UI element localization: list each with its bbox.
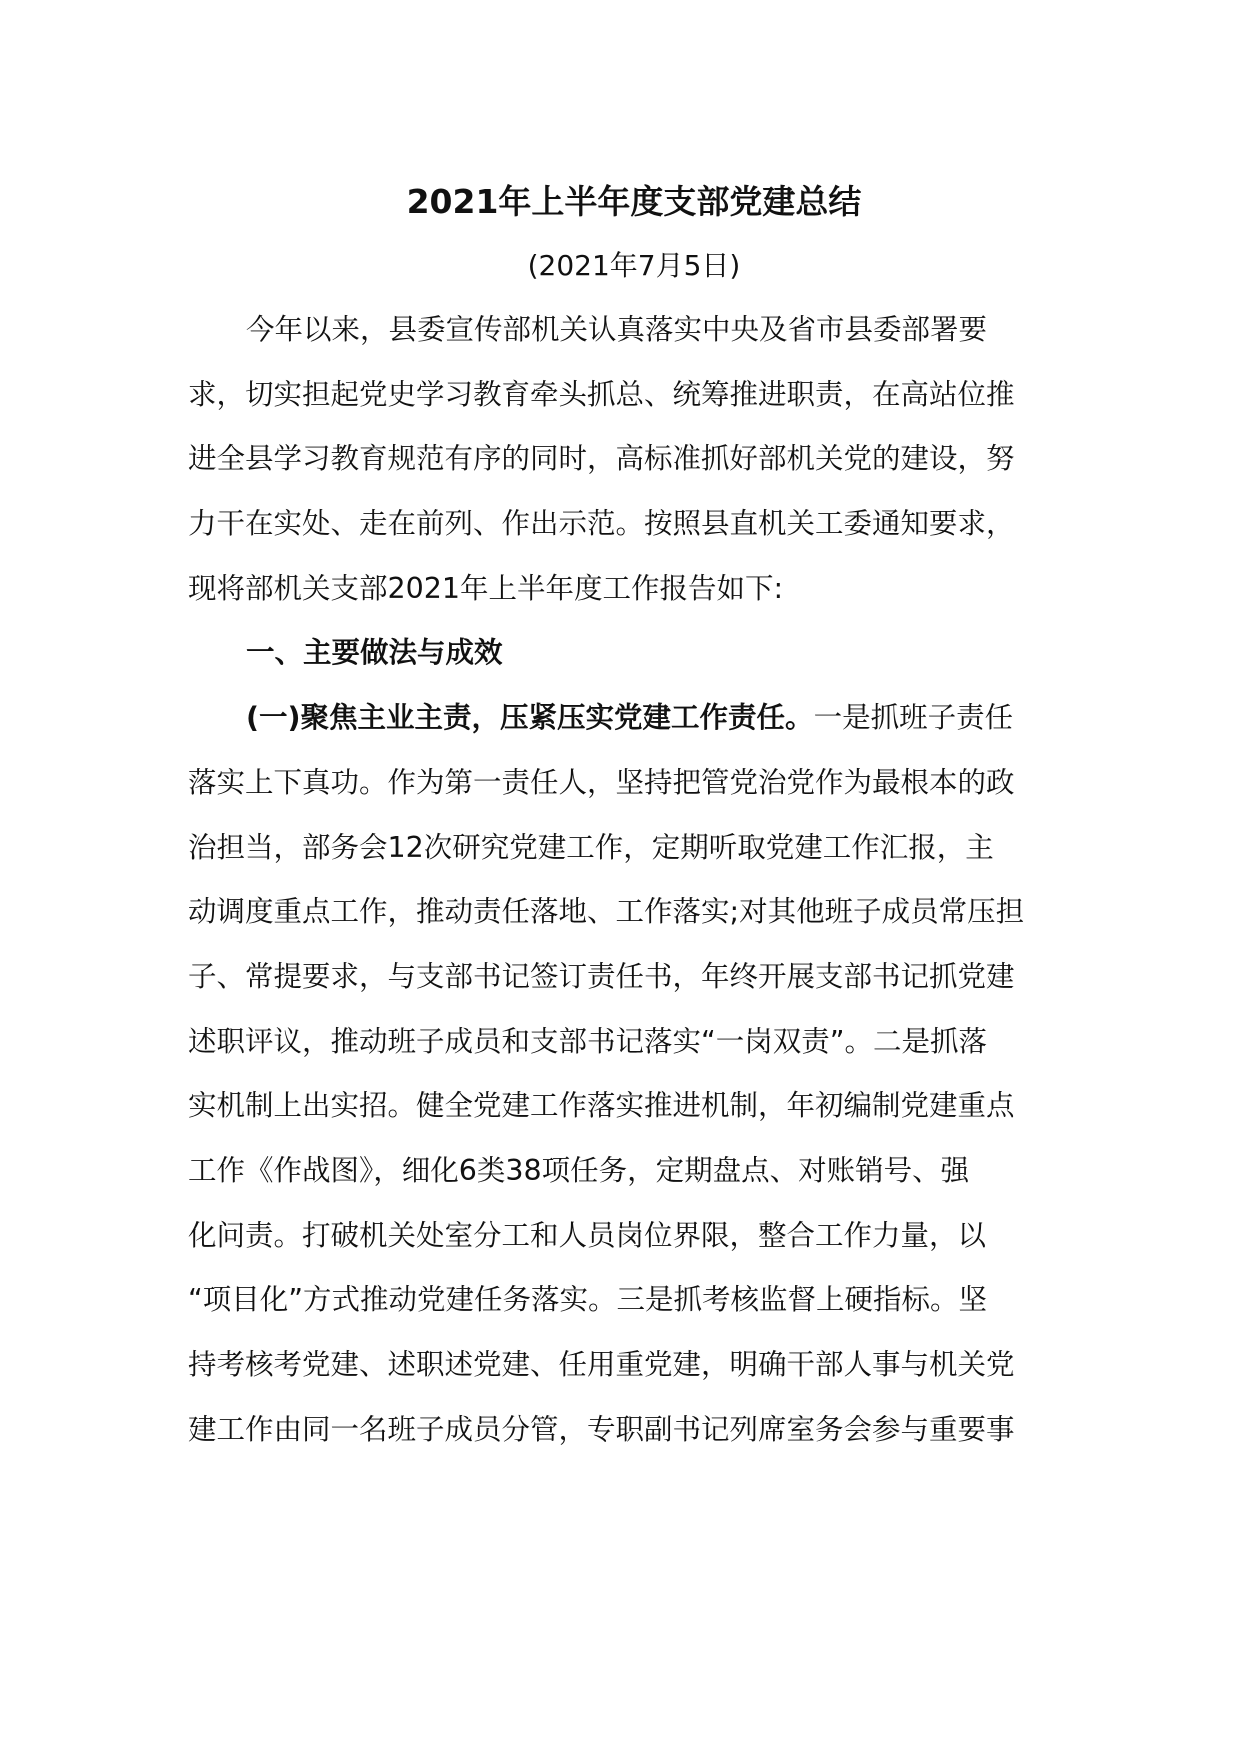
line-text: 一是抓班子责任 xyxy=(813,701,1014,735)
line-text: 动调度重点工作，推动责任落地、工作落实;对其他班子成员常压担 xyxy=(188,895,1025,929)
paragraph-line xyxy=(188,1074,1060,1139)
paragraph-line xyxy=(188,298,1060,363)
document-title: 2021年上半年度支部党建总结 xyxy=(406,182,862,221)
paragraph-line xyxy=(188,945,1060,1010)
paragraph-line xyxy=(188,1333,1060,1398)
line-text: 持考核考党建、述职述党建、任用重党建，明确干部人事与机关党 xyxy=(188,1348,1015,1381)
paragraph-line xyxy=(188,363,1060,428)
line-text: 求，切实担起党史学习教育牵头抓总、统筹推进职责，在高站位推 xyxy=(188,377,1015,411)
paragraph-line xyxy=(188,880,1060,945)
document-date: (2021年7月5日) xyxy=(527,249,741,282)
line-text: 述职评议，推动班子成员和支部书记落实“一岗双责”。二是抓落 xyxy=(188,1024,988,1058)
paragraph-line xyxy=(188,751,1060,816)
line-text: 子、常提要求，与支部书记签订责任书，年终开展支部书记抓党建 xyxy=(188,959,1015,993)
subsection-heading: (一)聚焦主业主责，压紧压实党建工作责任。 xyxy=(246,701,814,735)
paragraph-line xyxy=(188,492,1060,557)
line-text: 力干在实处、走在前列、作出示范。按照县直机关工委通知要求， xyxy=(188,507,1015,541)
line-text: 落实上下真功。作为第一责任人，坚持把管党治党作为最根本的政 xyxy=(188,765,1015,799)
line-text: 一、主要做法与成效 xyxy=(246,636,503,670)
section-heading xyxy=(188,621,1060,686)
document-page xyxy=(188,170,1060,1462)
line-text: 进全县学习教育规范有序的同时，高标准抓好部机关党的建设，努 xyxy=(188,442,1015,476)
line-text: 实机制上出实招。健全党建工作落实推进机制，年初编制党建重点 xyxy=(188,1089,1015,1123)
paragraph-line xyxy=(188,816,1060,881)
paragraph-line xyxy=(188,1204,1060,1269)
paragraph-line xyxy=(188,1268,1060,1333)
line-text: 化问责。打破机关处室分工和人员岗位界限，整合工作力量，以 xyxy=(188,1218,987,1252)
paragraph-line xyxy=(188,686,1060,751)
document-body xyxy=(188,298,1060,1462)
line-text: “项目化”方式推动党建任务落实。三是抓考核监督上硬指标。坚 xyxy=(188,1283,988,1317)
line-text: 工作《作战图》，细化6类38项任务，定期盘点、对账销号、强 xyxy=(188,1153,970,1187)
line-text: 建工作由同一名班子成员分管，专职副书记列席室务会参与重要事 xyxy=(188,1412,1015,1446)
paragraph-line xyxy=(188,1010,1060,1075)
paragraph-line xyxy=(188,1398,1060,1463)
paragraph-line xyxy=(188,1139,1060,1204)
paragraph-line xyxy=(188,557,1060,622)
line-text: 现将部机关支部2021年上半年度工作报告如下: xyxy=(188,571,784,605)
paragraph-line xyxy=(188,427,1060,492)
line-text: 今年以来，县委宣传部机关认真落实中央及省市县委部署要 xyxy=(246,313,988,346)
line-text: 治担当，部务会12次研究党建工作，定期听取党建工作汇报，主 xyxy=(188,830,994,864)
